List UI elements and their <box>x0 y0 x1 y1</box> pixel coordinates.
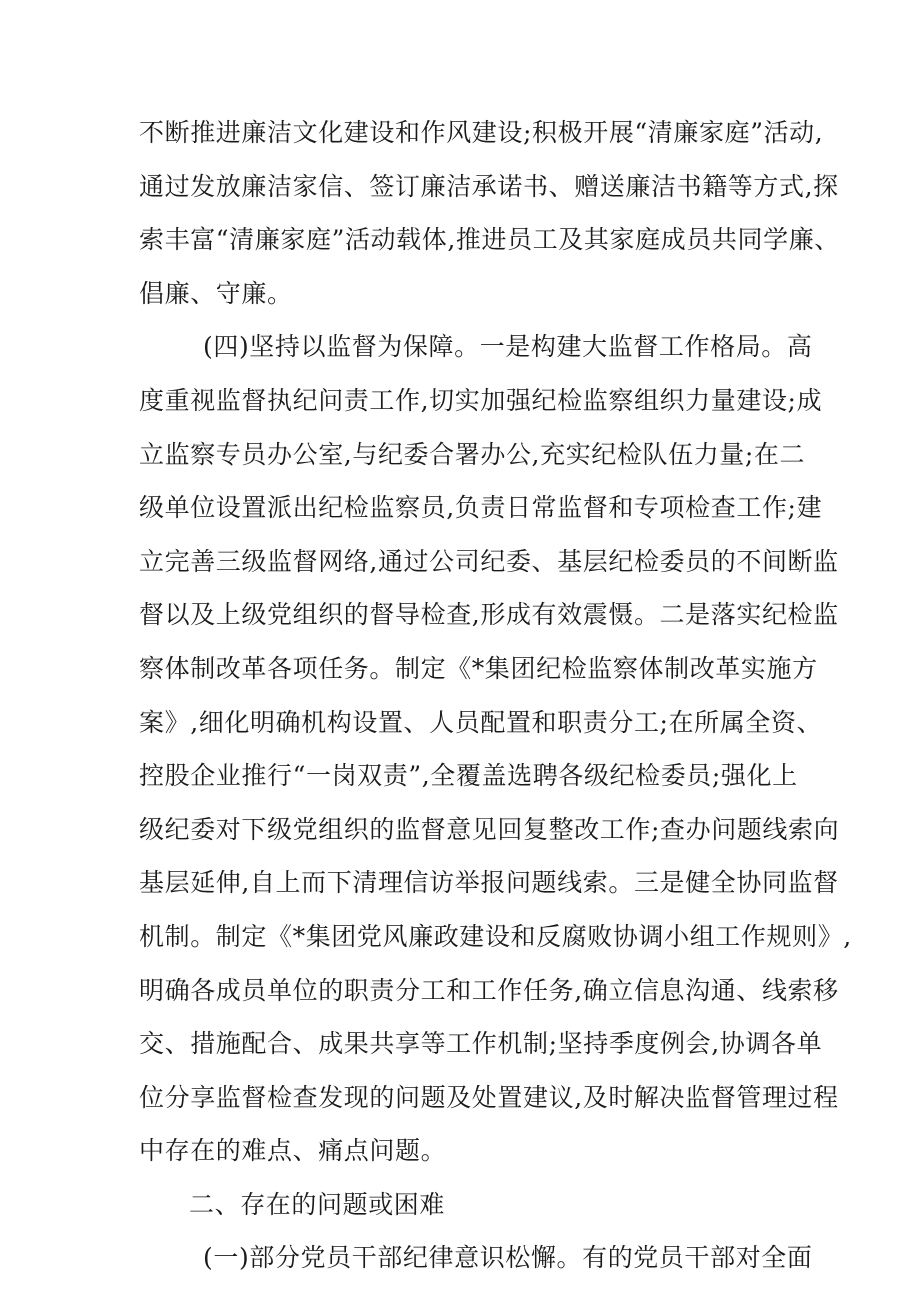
paragraph-line: 察体制改革各项任务。制定《*集团纪检监察体制改革实施方 <box>139 653 818 683</box>
paragraph-line: 位分享监督检查发现的问题及处置建议,及时解决监督管理过程 <box>139 1082 839 1112</box>
paragraph-line: 基层延伸,自上而下清理信访举报问题线索。三是健全协同监督 <box>139 868 839 898</box>
paragraph-line: 交、措施配合、成果共享等工作机制;坚持季度例会,协调各单 <box>139 1029 823 1059</box>
paragraph-line: 级单位设置派出纪检监察员,负责日常监督和专项检查工作;建 <box>139 493 823 523</box>
paragraph-line: 控股企业推行“一岗双责”,全覆盖选聘各级纪检委员;强化上 <box>139 761 798 791</box>
section-four-heading-line: (四)坚持以监督为保障。一是构建大监督工作格局。高 <box>203 332 813 362</box>
paragraph-line: 督以及上级党组织的督导检查,形成有效震慑。二是落实纪检监 <box>139 600 839 630</box>
subsection-one-line: (一)部分党员干部纪律意识松懈。有的党员干部对全面 <box>203 1243 813 1273</box>
paragraph-line: 级纪委对下级党组织的监督意见回复整改工作;查办问题线索向 <box>139 814 840 844</box>
paragraph-line: 立完善三级监督网络,通过公司纪委、基层纪检委员的不间断监 <box>139 546 839 576</box>
paragraph-line: 索丰富“清廉家庭”活动载体,推进员工及其家庭成员共同学廉、 <box>139 225 840 255</box>
document-body <box>139 106 852 1285</box>
paragraph-line: 不断推进廉洁文化建设和作风建设;积极开展“清廉家庭”活动, <box>139 118 824 147</box>
paragraph-line: 立监察专员办公室,与纪委合署办公,充实纪检队伍力量;在二 <box>139 439 806 469</box>
section-two-heading: 二、存在的问题或困难 <box>189 1189 446 1219</box>
paragraph-line: 明确各成员单位的职责分工和工作任务,确立信息沟通、线索移 <box>139 975 839 1005</box>
paragraph-line: 机制。制定《*集团党风廉政建设和反腐败协调小组工作规则》, <box>139 921 852 951</box>
paragraph-line: 通过发放廉洁家信、签订廉洁承诺书、赠送廉洁书籍等方式,探 <box>139 171 839 201</box>
paragraph-line: 案》,细化明确机构设置、人员配置和职责分工;在所属全资、 <box>139 707 823 737</box>
paragraph-line: 倡廉、守廉。 <box>139 278 293 308</box>
paragraph-line: 中存在的难点、痛点问题。 <box>139 1136 447 1166</box>
paragraph-line: 度重视监督执纪问责工作,切实加强纪检监察组织力量建设;成 <box>139 385 823 415</box>
